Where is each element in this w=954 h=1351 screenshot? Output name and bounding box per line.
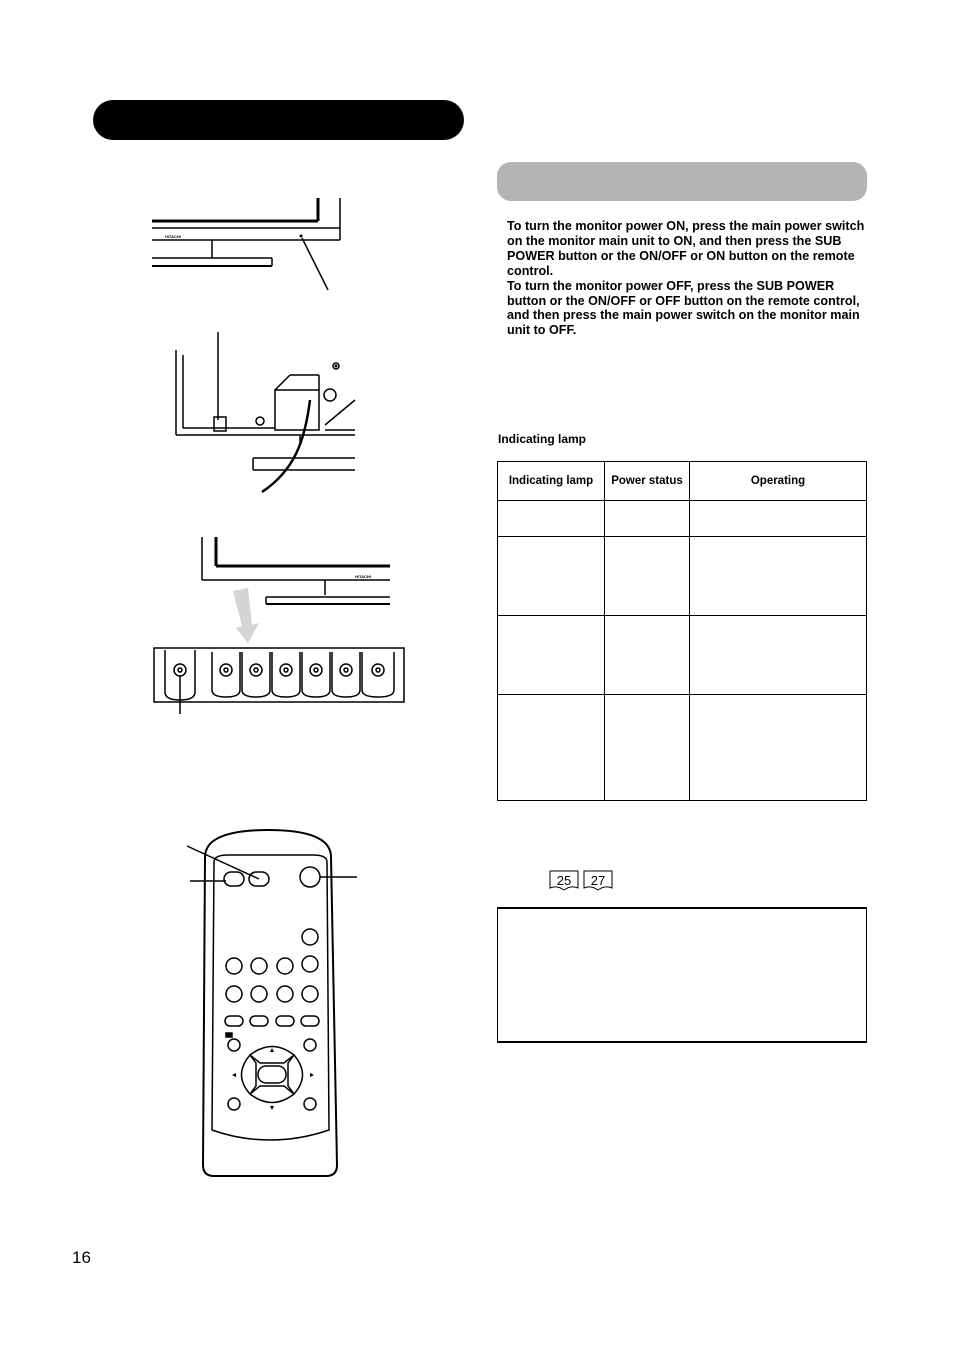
page-ref-25: 25: [556, 873, 572, 888]
monitor-front-figure: [152, 198, 340, 290]
power-on-paragraph: To turn the monitor power ON, press the main power switch on the monitor main unit to ON, and then press the SUB POWER button or the ON/OFF or ON button on the remote control.: [507, 219, 865, 278]
power-off-paragraph: To turn the monitor power OFF, press the SUB POWER button or the ON/OFF or OFF button on the remote control, and then press the main power switch on the monitor main unit to OFF.: [507, 278, 860, 338]
remote-control-figure: [187, 830, 357, 1176]
page-number: 16: [72, 1248, 91, 1267]
table-row: [498, 616, 867, 695]
monitor-rear-figure: [176, 332, 355, 492]
svg-text:HITACHI: HITACHI: [165, 234, 181, 239]
column-header: Power status: [605, 462, 690, 501]
control-panel-figure: [154, 537, 404, 714]
table-row: [498, 537, 867, 616]
column-header: Indicating lamp: [498, 462, 605, 501]
table-row: [498, 695, 867, 801]
indicating-lamp-table: [497, 461, 867, 801]
indicating-lamp-heading: Indicating lamp: [498, 432, 587, 446]
note-box: [497, 907, 867, 1043]
page-ref-27: 27: [590, 873, 606, 888]
column-header: Operating: [690, 462, 867, 501]
svg-text:HITACHI: HITACHI: [355, 574, 371, 579]
page-reference-icons: [549, 869, 615, 893]
table-header-row: [498, 462, 867, 501]
table-row: [498, 501, 867, 537]
power-instructions: [507, 219, 867, 338]
